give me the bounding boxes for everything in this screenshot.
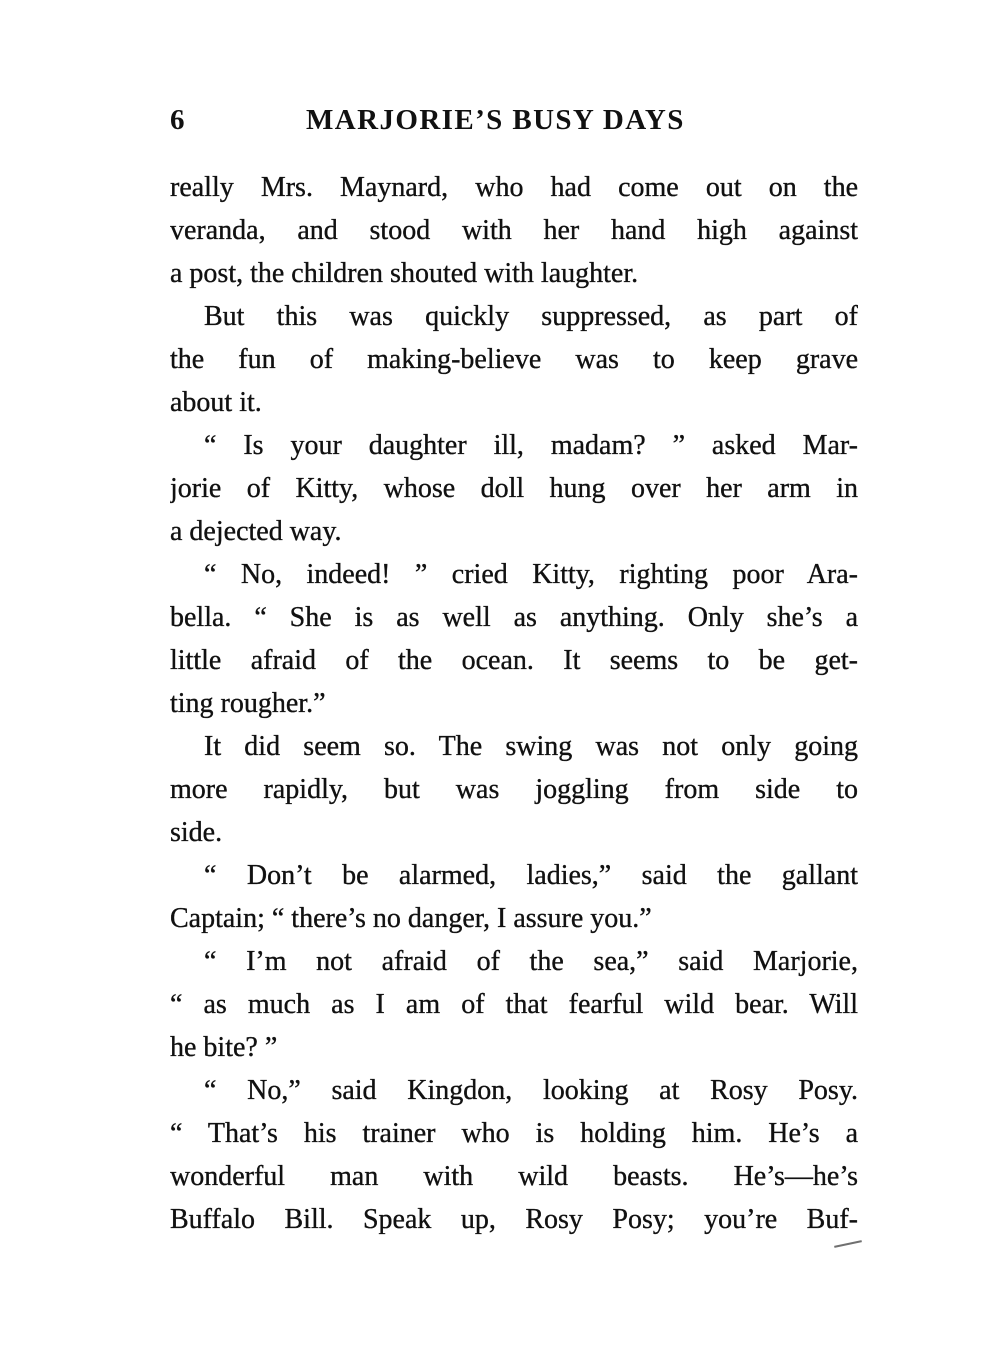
text-line: It did seem so. The swing was not only going [204,731,858,762]
text-line: the fun of making-believe was to keep grave [170,344,858,375]
text-line: bella. “ She is as well as anything. Only she’s a [170,602,858,633]
text-line: really Mrs. Maynard, who had come out on the [170,172,858,203]
text-line: “ That’s his trainer who is holding him. He’s a [170,1118,858,1149]
text-line: “ I’m not afraid of the sea,” said Marjorie, [204,946,858,977]
print-mark [834,1240,862,1248]
text-line: “ Don’t be alarmed, ladies,” said the gallant [204,860,858,891]
text-line: “ No,” said Kingdon, looking at Rosy Posy. [204,1075,858,1106]
text-line: little afraid of the ocean. It seems to be get- [170,645,858,676]
text-line: veranda, and stood with her hand high against [170,215,858,246]
text-line: “ as much as I am of that fearful wild bear. Will [170,989,858,1020]
text-line: a dejected way. [170,516,342,547]
text-line: more rapidly, but was joggling from side to [170,774,858,805]
text-line: he bite? ” [170,1032,278,1063]
text-line: “ Is your daughter ill, madam? ” asked Mar- [204,430,858,461]
text-line: side. [170,817,223,848]
text-line: jorie of Kitty, whose doll hung over her arm in [170,473,858,504]
text-line: But this was quickly suppressed, as part of [204,301,858,332]
text-line: a post, the children shouted with laughter. [170,258,639,289]
book-title: MARJORIE’S BUSY DAYS [306,104,685,136]
text-line: Captain; “ there’s no danger, I assure you.” [170,903,652,934]
text-line: about it. [170,387,262,418]
text-line: “ No, indeed! ” cried Kitty, righting poor Ara- [204,559,858,590]
text-line: Buffalo Bill. Speak up, Rosy Posy; you’re Buf- [170,1204,858,1235]
text-line: ting rougher.” [170,688,326,719]
running-head [170,104,860,148]
text-line: wonderful man with wild beasts. He’s—he’s [170,1161,858,1192]
page-number: 6 [170,104,186,136]
body-text [170,166,858,1241]
